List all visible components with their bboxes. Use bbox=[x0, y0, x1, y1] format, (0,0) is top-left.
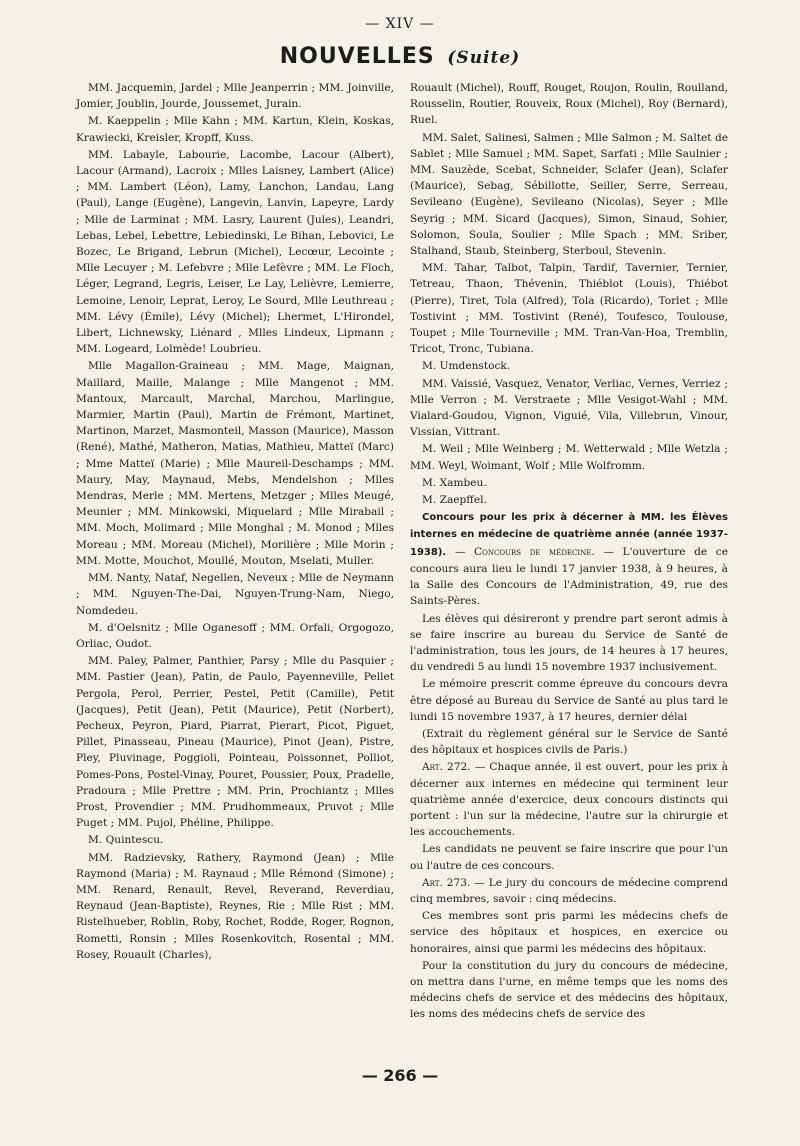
constitution-paragraph: Pour la constitution du jury du concours de médecine, on mettra dans l'urne, en même temps que les noms des médecins chefs de service et des médecins des hôpitaux, les noms des médecins chefs de service des bbox=[410, 959, 728, 1021]
paragraph-j: MM. Jacquemin, Jardel ; Mlle Jeanperrin ; MM. Joinville, Jomier, Joublin, Jourde, Joussemet, Jurain. bbox=[76, 82, 394, 111]
eleves-paragraph: Les élèves qui désireront y prendre part seront admis à se faire inscrire au bureau du Service de Santé de l'administration, tous les jours, de 14 heures à 17 heures, du vendredi 5 au lundi 15 novembre 1937 inclusivement. bbox=[410, 612, 728, 674]
paragraph-u: M. Umdenstock. bbox=[422, 360, 511, 373]
paragraph-z: M. Zaepffel. bbox=[422, 494, 487, 507]
paragraph-l: MM. Labayle, Labourie, Lacombe, Lacour (Albert), Lacour (Armand), Lacroix ; Mlles Laisney, Lambert (Alice) ; MM. Lambert (Léon), Lamy, Lanchon, Landau, Lang (Paul), Lange (Eugène), Langevin, Lanvin, Lapeyre, Lardy ; Mlle de Larminat ; MM. Lasry, Laurent (Jules), Leandri, Lebas, Lebel, Lebettre, Lebiedinski, Le Bihan, Lebovici, Le Bozec, Le Brigand, Lebrun (Michel), Lecœur, Lecointe ; Mlle Lecuyer ; M. Lefebvre ; Mlle Lefèvre ; MM. Le Floch, Léger, Legrand, Legris, Leiser, Le Lay, Lelièvre, Lemierre, Lemoine, Lenoir, Leprat, Leroy, Le Sourd, Mlle Leuthreau ; MM. Lévy (Émile), Lévy (Michel); Lhermet, L'Hirondel, Libert, Lichnewsky, Liénard , Mlles Lindeux, Lipmann ; MM. Logeard, Lolmède! Loubrieu. bbox=[76, 148, 394, 356]
paragraph-m: Mlle Magallon-Graineau ; MM. Mage, Maignan, Maillard, Maille, Malange ; Mlle Mangenot ; MM. Mantoux, Marcault, Marchal, Marchou, Marlingue, Marmier, Martin (Paul), Martin de Frémont, Martinet, Martinon, Marzet, Masmonteil, Masson (Maurice), Masson (René), Mathé, Matheron, Matias, Mathieu, Matteï (Marc) ; Mme Matteï (Marie) ; Mlle Maureil-Deschamps ; MM. Maury, May, Maynaud, Mebs, Mendelshon ; Mlles Mendras, Merle ; MM. Mertens, Metzger ; Mlles Meugé, Meunier ; MM. Minkowski, Miquelard ; Mlle Mirabail ; MM. Moch, Molimard ; Mlle Monghal ; M. Monod ; Mlles Moreau ; MM. Moreau (Michel), Morilière ; Mlle Morin ; MM. Motte, Mouchot, Moullé, Mouton, Mselati, Muller. bbox=[76, 360, 394, 567]
paragraph-n: MM. Nanty, Nataf, Negellen, Neveux ; Mlle de Neymann ; MM. Nguyen-The-Dai, Nguyen-Trung-Nam, Niego, Nomdedeu. bbox=[76, 572, 394, 617]
paragraph-p: MM. Paley, Palmer, Panthier, Parsy ; Mlle du Pasquier ; MM. Pastier (Jean), Patin, de Paulo, Payenneville, Pellet Pergola, Perol, Perrier, Pestel, Petit (Camille), Petit (Jacques), Petit (Jean), Petit (Maurice), Petit (Norbert), Pecheux, Peyron, Piard, Piarrat, Pierart, Picot, Piguet, Pillet, Pinasseau, Pineau (Maurice), Pinot (Jean), Pistre, Pley, Pluvinage, Poggioli, Pointeau, Poissonnet, Polliot, Pomes-Pons, Postel-Vinay, Pouret, Poussier, Poux, Pradelle, Pradoura ; Mlle Prettre ; MM. Prin, Prochiantz ; Mlles Prost, Provendier ; MM. Prudhommeaux, Pruvot ; Mlle Puget ; MM. Pujol, Phéline, Philippe. bbox=[76, 655, 394, 830]
art-272-text: — Chaque année, il est ouvert, pour les prix à décerner aux internes en médecine qui terminent leur quatrième année d'exercice, deux concours distincts qui portent : l'un sur la médecine, l'autre sur la chirurgie et les accouchements. bbox=[410, 761, 729, 839]
art-272-label: Art. 272. bbox=[422, 761, 471, 774]
art-273-text: — Le jury du concours de médecine comprend cinq membres, savoir : cinq médecins. bbox=[410, 876, 728, 905]
title-suffix: (Suite) bbox=[447, 48, 521, 68]
candidats-paragraph: Les candidats ne peuvent se faire inscrire que pour l'un ou l'autre de ces concours. bbox=[410, 843, 728, 872]
paragraph-r: MM. Radzievsky, Rathery, Raymond (Jean) ; Mlle Raymond (Maria) ; M. Raynaud ; Mlle Rémond (Simone) ; MM. Renard, Renault, Revel, Reverand, Reverdiau, Reynaud (Jean-Baptiste), Reynes, Rie ; Mlle Rist ; MM. Ristelhueber, Roblin, Roby, Rochet, Rodde, Roger, Rognon, Rometti, Ronsin ; Mlles Rosenkovitch, Rosental ; MM. Rosey, Rouault (Charles), bbox=[76, 851, 394, 961]
paragraph-k: M. Kaeppelin ; Mlle Kahn ; MM. Kartun, Klein, Koskas, Krawiecki, Kreisler, Kropff, Kuss. bbox=[76, 115, 394, 144]
memoire-paragraph: Le mémoire prescrit comme épreuve du concours devra être déposé au Bureau du Service de Santé au plus tard le lundi 15 novembre 1937, à 17 heures, dernier délai bbox=[410, 678, 728, 723]
title-text: NOUVELLES bbox=[279, 44, 435, 69]
continuation-text: Rouault (Michel), Rouff, Rouget, Roujon, Roulin, Roulland, Rousselin, Routier, Rouveix, Roux (Michel), Roy (Bernard), Ruel. bbox=[410, 82, 728, 127]
paragraph-q: M. Quintescu. bbox=[88, 834, 164, 847]
extrait-paragraph: (Extrait du règlement général sur le Service de Santé des hôpitaux et hospices civils de Paris.) bbox=[410, 727, 728, 757]
concours-label: — Concours de médecine. bbox=[454, 545, 595, 558]
art-273-paragraph bbox=[410, 875, 728, 907]
paragraph-t: MM. Tahar, Talbot, Talpin, Tardif, Tavernier, Ternier, Tetreau, Thaon, Thévenin, Thiéblot (Louis), Thiébot (Pierre), Tiret, Tola (Alfred), Tola (Ricardo), Torlet ; Mlle Tostivint ; MM. Tostivint (René), Toufesco, Toulouse, Toupet ; Mlle Tourneville ; MM. Tran-Van-Hoa, Tremblin, Tricot, Tronc, Tubiana. bbox=[410, 262, 728, 356]
art-272-paragraph bbox=[410, 759, 728, 840]
roman-page-number: — XIV — bbox=[365, 16, 435, 32]
right-column bbox=[410, 80, 728, 1024]
left-column bbox=[76, 80, 394, 964]
page-number: — 266 — bbox=[361, 1066, 439, 1085]
concours-heading: Concours pour les prix à décerner à MM. les Élèves internes en médecine de quatrième année (année 1937-1938). bbox=[410, 512, 728, 558]
art-273-label: Art. 273. bbox=[422, 876, 471, 889]
paragraph-s: MM. Salet, Salinesi, Salmen ; Mlle Salmon ; M. Saltet de Sablet ; Mlle Samuel ; MM. Sapet, Sarfati ; Mlle Saulnier ; MM. Sauzède, Scebat, Schneider, Sclafer (Jean), Sclafer (Maurice), Sebag, Sébillotte, Seiller, Serre, Serreau, Sevileano (Eugène), Sevileano (Nicolas), Seyer ; Mlle Seyrig ; MM. Sicard (Jacques), Simon, Sinaud, Sohier, Solomon, Soula, Soulier ; Mlle Spach ; MM. Sriber, Stalhand, Staub, Steinberg, Sterboul, Stevenin. bbox=[410, 131, 728, 258]
membres-paragraph: Ces membres sont pris parmi les médecins chefs de service des hôpitaux et hospices, en exercice ou honoraires, ainsi que parmi les médecins des hôpitaux. bbox=[410, 910, 728, 955]
paragraph-v: MM. Vaissié, Vasquez, Venator, Verliac, Vernes, Verriez ; Mlle Verron ; M. Verstraete ; Mlle Vesigot-Wahl ; MM. Vialard-Goudou, Vignon, Viguié, Vila, Villebrun, Vinour, Vissian, Vittrant. bbox=[410, 377, 728, 439]
concours-paragraph bbox=[410, 509, 728, 609]
paragraph-o: M. d'Oelsnitz ; Mlle Oganesoff ; MM. Orfali, Orgogozo, Orliac, Oudot. bbox=[76, 621, 394, 650]
paragraph-x: M. Xambeu. bbox=[422, 476, 487, 489]
section-title bbox=[0, 44, 800, 69]
concours-text: — L'ouverture de ce concours aura lieu le lundi 17 janvier 1938, à 9 heures, à la Salle des Concours de l'Administration, 49, rue des Saints-Pères. bbox=[410, 545, 728, 608]
paragraph-w: M. Weil ; Mlle Weinberg ; M. Wetterwald ; Mlle Wetzla ; MM. Weyl, Woimant, Wolf ; Mlle Wolfromm. bbox=[410, 443, 728, 472]
